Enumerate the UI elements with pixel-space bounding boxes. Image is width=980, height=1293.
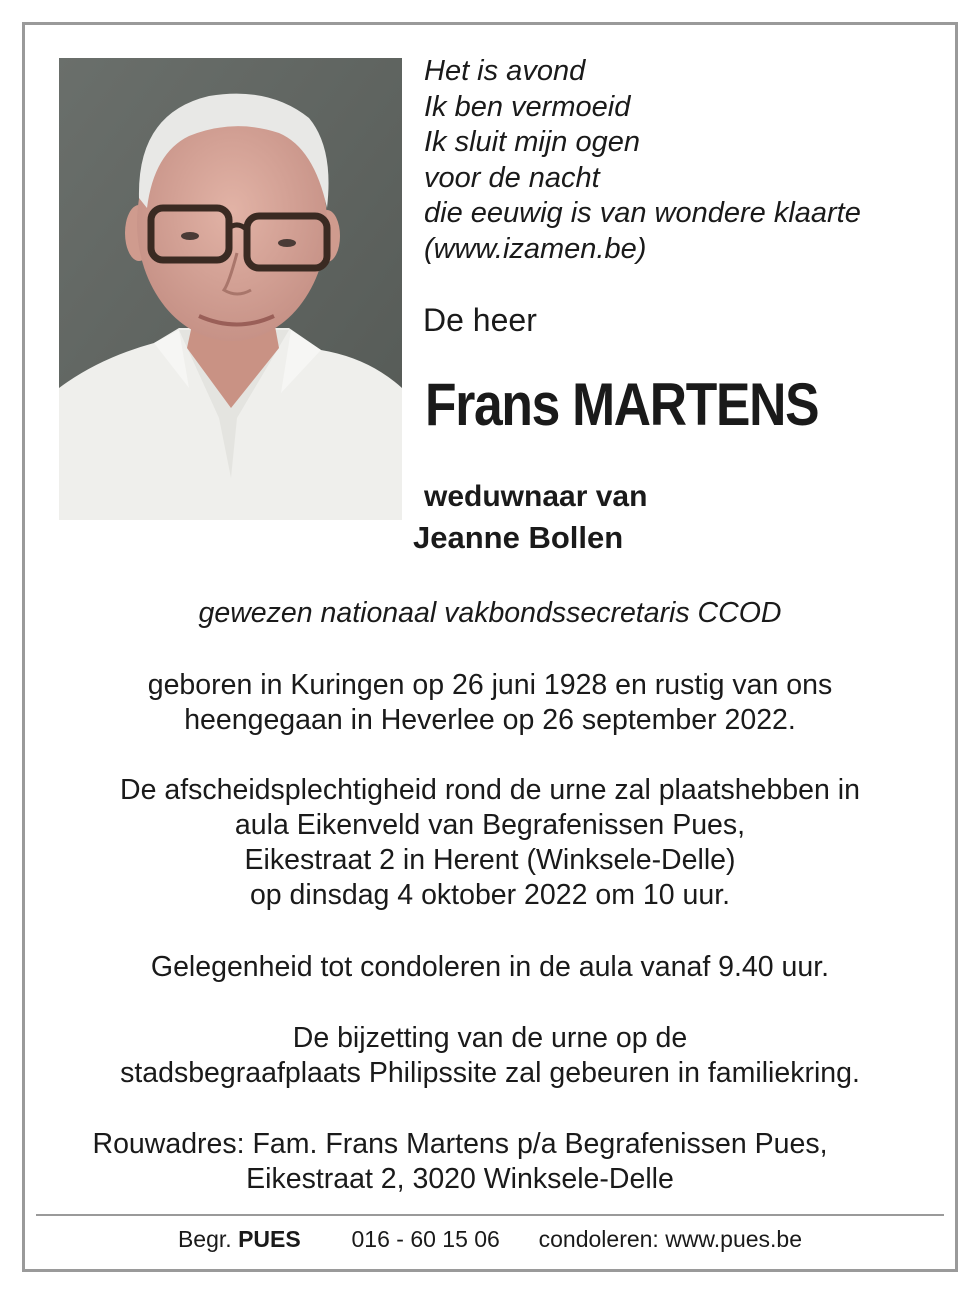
spouse-label: weduwnaar van [424, 480, 648, 513]
spouse-name: Jeanne Bollen [413, 520, 624, 555]
text-line: op dinsdag 4 oktober 2022 om 10 uur. [249, 879, 731, 911]
poem [424, 54, 861, 267]
text-line: De bijzetting van de urne op de [292, 1022, 688, 1054]
ceremony-info [30, 773, 950, 913]
text-line: aula Eikenveld van Begrafenissen Pues, [234, 809, 746, 841]
text-line: stadsbegraafplaats Philipssite zal gebeuren in familiekring. [120, 1057, 860, 1089]
poem-line: Ik sluit mijn ogen [424, 126, 640, 158]
honorific: De heer [423, 302, 537, 338]
footer-phone: 016 - 60 15 06 [351, 1226, 500, 1252]
poem-line: Het is avond [424, 55, 586, 87]
text-line: geboren in Kuringen op 26 juni 1928 en rustig van ons [147, 669, 833, 701]
deceased-name: Frans MARTENS [425, 371, 819, 438]
footer [0, 1226, 980, 1253]
portrait-illustration [59, 58, 402, 520]
text-line: Eikestraat 2, 3020 Winksele-Delle [246, 1163, 674, 1195]
footer-divider [36, 1214, 944, 1216]
footer-condolence-link[interactable]: condoleren: www.pues.be [538, 1226, 803, 1252]
birth-death-info [30, 668, 950, 738]
footer-prefix: Begr. [177, 1226, 232, 1252]
poem-source: (www.izamen.be) [424, 232, 647, 265]
text-line: De afscheidsplechtigheid rond de urne zal plaatshebben in [120, 774, 860, 806]
poem-line: voor de nacht [424, 161, 600, 194]
poem-line: Ik ben vermoeid [424, 90, 631, 123]
poem-line: die eeuwig is van wondere klaarte [424, 197, 861, 229]
text-line: heengegaan in Heverlee op 26 september 2022. [184, 704, 796, 736]
text-line: Rouwadres: Fam. Frans Martens p/a Begrafenissen Pues, [92, 1128, 828, 1160]
mourning-address [30, 1127, 890, 1197]
condolence-info: Gelegenheid tot condoleren in de aula vanaf 9.40 uur. [150, 951, 830, 983]
footer-company: PUES [238, 1226, 301, 1252]
burial-info [30, 1021, 950, 1091]
occupation: gewezen nationaal vakbondssecretaris CCOD [198, 597, 782, 629]
portrait-photo [59, 58, 402, 520]
text-line: Eikestraat 2 in Herent (Winksele-Delle) [244, 844, 736, 876]
